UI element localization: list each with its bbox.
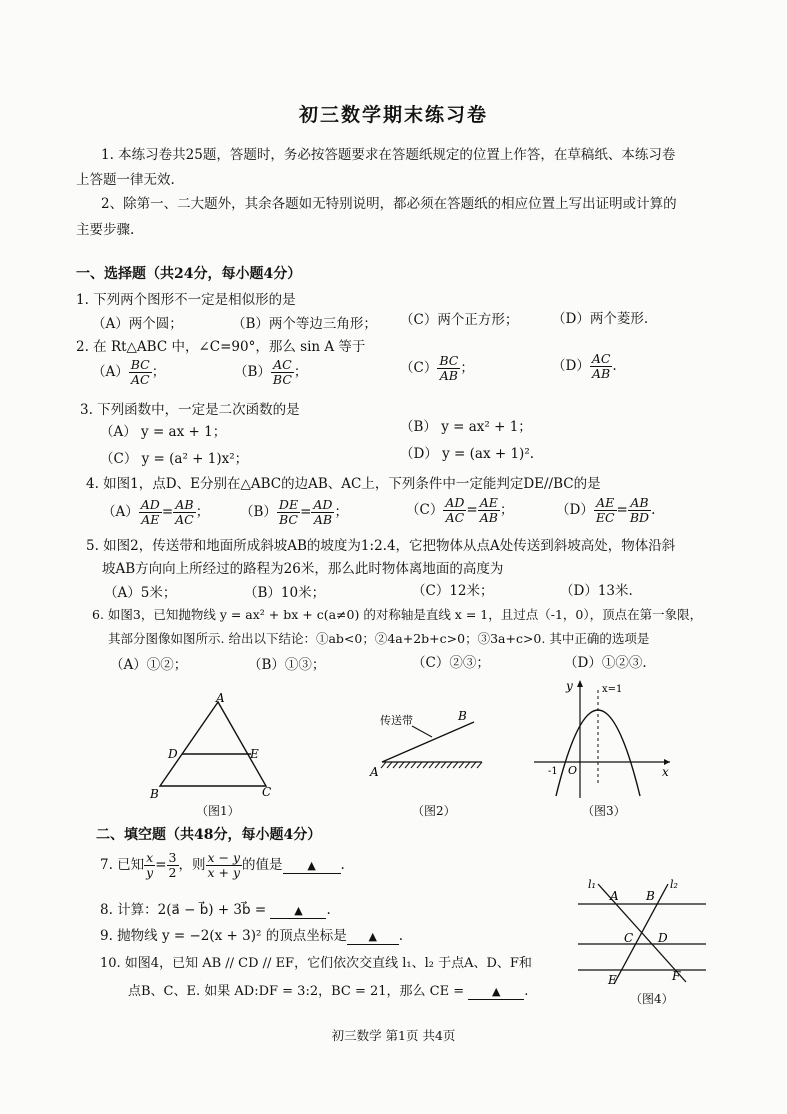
q1-stem: 1. 下列两个图形不一定是相似形的是 <box>76 292 296 308</box>
q1-option-c: （C）两个正方形； <box>400 312 519 328</box>
q2-option-a: （A） $\frac{BC}{AC}$ ； <box>92 357 166 387</box>
q1-option-b: （B）两个等边三角形； <box>232 316 377 332</box>
q5-option-b: （B）10米； <box>244 585 326 601</box>
fig4-label-l2: l₂ <box>670 878 678 891</box>
q4-option-a: （A） $\frac{AD}{AE}$ = $\frac{AB}{AC}$ ； <box>102 497 210 527</box>
q4-option-d: （D） $\frac{AE}{EC}$ = $\frac{AB}{BD}$ . <box>556 495 656 525</box>
fig4-label-c: C <box>624 931 634 945</box>
q5-option-a: （A）5米； <box>104 585 177 601</box>
note-1: 1. 本练习卷共25题，答题时，务必按答题要求在答题纸规定的位置上作答，在草稿纸、本练习卷 <box>101 147 676 163</box>
q1-option-d: （D）两个菱形. <box>552 311 649 327</box>
fig4-label-b: B <box>646 889 655 903</box>
q5-line-2: 坡AB方向向上所经过的路程为26米，那么此时物体离地面的高度为 <box>102 561 504 577</box>
figure-1-triangle <box>140 690 290 820</box>
q4-option-c: （C） $\frac{AD}{AC}$ = $\frac{AE}{AB}$ ； <box>406 495 514 525</box>
fig2-label-b: B <box>458 709 467 723</box>
q4-option-b: （B） $\frac{DE}{BC}$ = $\frac{AD}{AB}$ ； <box>240 497 348 527</box>
q3-option-d: （D） y = (ax + 1)². <box>400 446 535 462</box>
q7-answer-blank[interactable]: ▲ <box>283 857 341 874</box>
figure-1-caption: （图1） <box>196 804 240 818</box>
q3-option-c: （C） y = (a² + 1)x²； <box>100 451 249 467</box>
q6-option-d: （D）①②③. <box>564 655 647 671</box>
q9-line: 9. 抛物线 y = −2(x + 3)² 的顶点坐标是 ▲ . <box>100 928 404 944</box>
q2-option-b: （B） $\frac{AC}{BC}$ ； <box>234 357 308 387</box>
fig4-label-e: E <box>608 973 617 987</box>
q5-option-c: （C）12米； <box>412 583 494 599</box>
figure-4-caption: （图4） <box>630 992 674 1006</box>
q6-line-2: 其部分图像如图所示. 给出以下结论：①ab<0；②4a+2b+c>0；③3a+c>0. 其中正确的选项是 <box>108 631 650 646</box>
note-1-cont: 上答题一律无效. <box>76 172 175 188</box>
q5-option-d: （D）13米. <box>560 583 633 599</box>
fig4-label-l1: l₁ <box>588 878 596 891</box>
q3-option-a: （A） y = ax + 1； <box>100 424 227 440</box>
fig2-belt-label: 传送带 <box>380 714 413 727</box>
q2-option-c: （C） $\frac{BC}{AB}$ ； <box>400 353 474 383</box>
q10-line-2: 点B、C、E. 如果 AD:DF = 3:2，BC = 21，那么 CE = ▲ . <box>128 984 529 999</box>
page-title: 初三数学期末练习卷 <box>298 104 488 126</box>
note-2-cont: 主要步骤. <box>76 222 135 238</box>
q2-option-d: （D） $\frac{AC}{AB}$ . <box>552 351 617 381</box>
note-2: 2、除第一、二大题外，其余各题如无特别说明，都必须在答题纸的相应位置上写出证明或计算的 <box>101 196 677 212</box>
q3-stem: 3. 下列函数中，一定是二次函数的是 <box>80 402 300 418</box>
q8-answer-blank[interactable]: ▲ <box>270 902 326 919</box>
q6-option-c: （C）②③； <box>412 655 490 671</box>
fig1-label-a: A <box>216 691 225 705</box>
fig1-label-c: C <box>262 785 272 799</box>
fig3-axis-label: x=1 <box>602 684 623 695</box>
conveyor-belt <box>382 722 474 762</box>
q1-option-a: （A）两个圆； <box>92 316 183 332</box>
fig2-label-a: A <box>370 765 379 779</box>
fig1-label-d: D <box>168 747 178 761</box>
q2-stem: 2. 在 Rt△ABC 中，∠C=90°，那么 sin A 等于 <box>76 339 366 355</box>
q8-line: 8. 计算：2(a⃗ − b⃗) + 3b⃗ = ▲ . <box>100 902 331 918</box>
figure-4-parallel-lines <box>574 872 710 990</box>
fig4-label-d: D <box>658 931 668 945</box>
q4-stem: 4. 如图1，点D、E分别在△ABC的边AB、AC上，下列条件中一定能判定DE//BC的是 <box>86 476 601 492</box>
y-axis-arrow <box>577 680 583 687</box>
fig4-label-a: A <box>610 889 619 903</box>
q6-line-1: 6. 如图3，已知抛物线 y = ax² + bx + c(a≠0) 的对称轴是直线 x = 1，且过点（-1，0），顶点在第一象限， <box>92 607 703 622</box>
section-1-heading: 一、选择题（共24分，每小题4分） <box>76 266 302 282</box>
q6-option-a: （A）①②； <box>110 657 188 673</box>
fig1-label-e: E <box>250 747 259 761</box>
fig4-label-f: F <box>672 969 681 983</box>
fig1-label-b: B <box>150 787 159 801</box>
belt-pointer <box>412 726 432 737</box>
q3-option-b: （B） y = ax² + 1； <box>400 419 532 435</box>
fig3-y-label: y <box>566 679 573 693</box>
q5-line-1: 5. 如图2，传送带和地面所成斜坡AB的坡度为1:2.4，它把物体从点A处传送到斜坡高处，物体沿斜 <box>86 538 676 554</box>
q6-option-b: （B）①③； <box>248 657 326 673</box>
q9-answer-blank[interactable]: ▲ <box>347 928 399 945</box>
q7-line: 7. 已知 $\frac{x}{y}$ = $\frac{3}{2}$ ，则 $\frac{x - y}{x + y}$ 的值是 ▲ . <box>100 850 345 880</box>
figure-3-parabola <box>528 676 678 800</box>
section-2-heading: 二、填空题（共48分，每小题4分） <box>96 827 322 843</box>
q10-line-1: 10. 如图4，已知 AB // CD // EF，它们依次交直线 l₁、l₂ 于点A、D、F和 <box>100 956 532 971</box>
fig3-x-label: x <box>662 765 669 779</box>
q10-answer-blank[interactable]: ▲ <box>468 984 524 1000</box>
figure-3-caption: （图3） <box>582 804 626 818</box>
figure-2-caption: （图2） <box>412 804 456 818</box>
fig3-minus-one-label: -1 <box>548 766 558 777</box>
ground-hatch <box>381 762 482 768</box>
page-footer: 初三数学 第1页 共4页 <box>331 1028 456 1043</box>
fig3-origin-label: O <box>568 764 578 777</box>
figure-2-conveyor <box>360 700 500 790</box>
triangle-abc <box>160 702 266 786</box>
